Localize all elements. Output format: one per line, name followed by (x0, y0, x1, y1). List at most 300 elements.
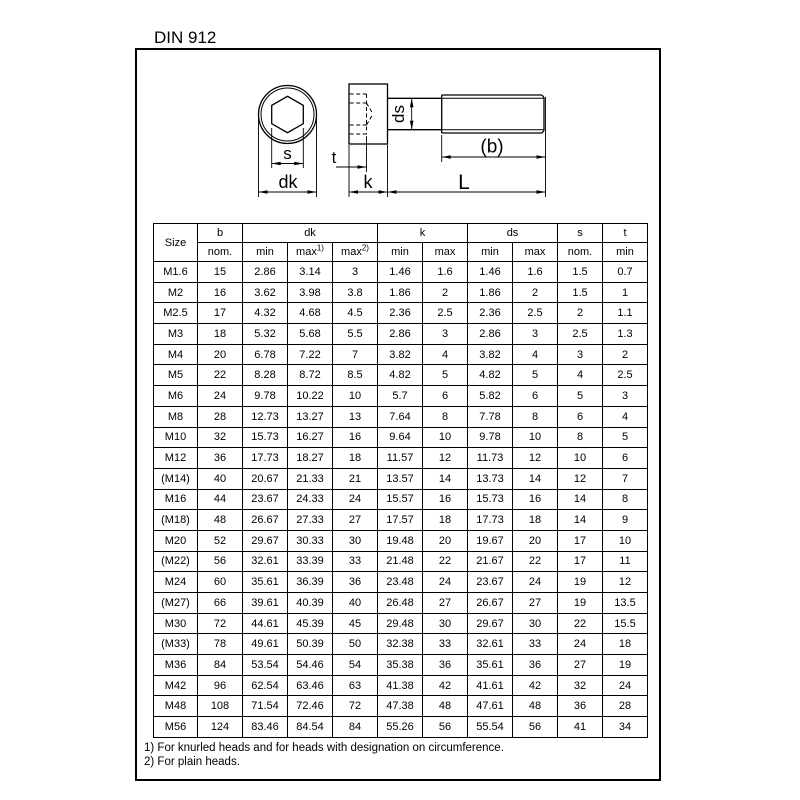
value-cell: 54.46 (288, 655, 333, 676)
header-row-groups (154, 224, 648, 243)
value-cell: 14 (558, 489, 603, 510)
value-cell: 32.61 (468, 634, 513, 655)
value-cell: 3.82 (378, 344, 423, 365)
value-cell: 13.57 (378, 468, 423, 489)
table-row (154, 634, 648, 655)
value-cell: 35.61 (243, 572, 288, 593)
value-cell: 11 (603, 551, 648, 572)
value-cell: 20 (513, 530, 558, 551)
size-cell: M5 (154, 365, 198, 386)
value-cell: 21.33 (288, 468, 333, 489)
col-subheader-dk-max1: $\max^{1)}$ (288, 243, 333, 262)
value-cell: 35.38 (378, 655, 423, 676)
col-subheader-t-min: min (603, 243, 648, 262)
value-cell: 45 (333, 613, 378, 634)
value-cell: 36.39 (288, 572, 333, 593)
value-cell: 18 (333, 448, 378, 469)
value-cell: 18.27 (288, 448, 333, 469)
value-cell: 42 (423, 675, 468, 696)
value-cell: 14 (423, 468, 468, 489)
table-row (154, 675, 648, 696)
value-cell: 56 (513, 717, 558, 738)
size-cell: M48 (154, 696, 198, 717)
dim-label-dk: dk (278, 172, 298, 192)
value-cell: 9 (603, 510, 648, 531)
value-cell: 10.22 (288, 386, 333, 407)
value-cell: 1.86 (378, 282, 423, 303)
value-cell: 20.67 (243, 468, 288, 489)
footnote-marker-1: 1) (316, 243, 324, 253)
table-row (154, 303, 648, 324)
value-cell: 12.73 (243, 406, 288, 427)
value-cell: 72 (198, 613, 243, 634)
screw-thread (442, 95, 544, 133)
value-cell: 2 (558, 303, 603, 324)
value-cell: 36 (333, 572, 378, 593)
value-cell: 27 (513, 593, 558, 614)
value-cell: 41 (558, 717, 603, 738)
value-cell: 26.67 (468, 593, 513, 614)
value-cell: 5 (558, 386, 603, 407)
value-cell: 84 (333, 717, 378, 738)
col-subheader-dk-min: min (243, 243, 288, 262)
value-cell: 2.86 (468, 324, 513, 345)
value-cell: 33 (333, 551, 378, 572)
value-cell: 5 (423, 365, 468, 386)
value-cell: 33 (423, 634, 468, 655)
value-cell: 15.57 (378, 489, 423, 510)
value-cell: 44.61 (243, 613, 288, 634)
size-cell: M12 (154, 448, 198, 469)
value-cell: 14 (558, 510, 603, 531)
value-cell: 7.22 (288, 344, 333, 365)
value-cell: 8 (603, 489, 648, 510)
value-cell: 11.73 (468, 448, 513, 469)
value-cell: 5.68 (288, 324, 333, 345)
value-cell: 29.67 (243, 530, 288, 551)
value-cell: 12 (558, 468, 603, 489)
size-cell: M16 (154, 489, 198, 510)
col-subheader-b-nom: nom. (198, 243, 243, 262)
value-cell: 26.48 (378, 593, 423, 614)
value-cell: 78 (198, 634, 243, 655)
value-cell: 30 (423, 613, 468, 634)
value-cell: 18 (423, 510, 468, 531)
value-cell: 56 (198, 551, 243, 572)
value-cell: 47.38 (378, 696, 423, 717)
value-cell: 2.5 (423, 303, 468, 324)
value-cell: 36 (513, 655, 558, 676)
value-cell: 17.57 (378, 510, 423, 531)
value-cell: 7.64 (378, 406, 423, 427)
value-cell: 18 (198, 324, 243, 345)
table-row (154, 468, 648, 489)
value-cell: 27 (558, 655, 603, 676)
value-cell: 1.46 (378, 262, 423, 283)
header-row-subs (154, 243, 648, 262)
value-cell: 22 (513, 551, 558, 572)
value-cell: 14 (513, 468, 558, 489)
value-cell: 2 (513, 282, 558, 303)
size-cell: M4 (154, 344, 198, 365)
value-cell: 3.62 (243, 282, 288, 303)
value-cell: 84 (198, 655, 243, 676)
value-cell: 20 (423, 530, 468, 551)
value-cell: 1.46 (468, 262, 513, 283)
value-cell: 5 (603, 427, 648, 448)
table-row (154, 593, 648, 614)
screw-thread-root-lines (442, 98, 544, 129)
col-header-ds: ds (468, 224, 558, 243)
screw-side-view (349, 84, 544, 144)
value-cell: 10 (333, 386, 378, 407)
value-cell: 2.5 (513, 303, 558, 324)
dim-label-t: t (331, 148, 337, 167)
value-cell: 66 (198, 593, 243, 614)
size-cell: M6 (154, 386, 198, 407)
value-cell: 13.73 (468, 468, 513, 489)
value-cell: 32 (198, 427, 243, 448)
table-row (154, 344, 648, 365)
table-row (154, 510, 648, 531)
size-cell: (M18) (154, 510, 198, 531)
value-cell: 4.68 (288, 303, 333, 324)
value-cell: 8.28 (243, 365, 288, 386)
dim-label-k: k (363, 172, 373, 192)
value-cell: 33.39 (288, 551, 333, 572)
value-cell: 1.6 (513, 262, 558, 283)
value-cell: 17 (558, 551, 603, 572)
value-cell: 22 (558, 613, 603, 634)
value-cell: 124 (198, 717, 243, 738)
value-cell: 52 (198, 530, 243, 551)
value-cell: 40 (333, 593, 378, 614)
value-cell: 7 (603, 468, 648, 489)
size-cell: M56 (154, 717, 198, 738)
table-row (154, 427, 648, 448)
size-cell: M30 (154, 613, 198, 634)
dimensions-table (153, 223, 648, 738)
value-cell: 3 (333, 262, 378, 283)
value-cell: 47.61 (468, 696, 513, 717)
value-cell: 18 (513, 510, 558, 531)
value-cell: 36 (423, 655, 468, 676)
value-cell: 26.67 (243, 510, 288, 531)
value-cell: 5.7 (378, 386, 423, 407)
value-cell: 11.57 (378, 448, 423, 469)
value-cell: 27.33 (288, 510, 333, 531)
table-row (154, 262, 648, 283)
screw-head (349, 84, 388, 144)
dim-label-s: s (283, 144, 292, 163)
value-cell: 2.86 (243, 262, 288, 283)
value-cell: 4 (603, 406, 648, 427)
value-cell: 4.82 (378, 365, 423, 386)
size-cell: M1.6 (154, 262, 198, 283)
value-cell: 30.33 (288, 530, 333, 551)
value-cell: 36 (558, 696, 603, 717)
table-row (154, 448, 648, 469)
value-cell: 3 (558, 344, 603, 365)
value-cell: 10 (558, 448, 603, 469)
screw-technical-drawing (135, 50, 661, 215)
hex-socket-outline (272, 96, 304, 133)
value-cell: 17 (558, 530, 603, 551)
value-cell: 17.73 (243, 448, 288, 469)
table-row (154, 530, 648, 551)
dim-label-L: L (458, 171, 470, 194)
value-cell: 3 (513, 324, 558, 345)
size-cell: M10 (154, 427, 198, 448)
value-cell: 1.6 (423, 262, 468, 283)
value-cell: 1.3 (603, 324, 648, 345)
value-cell: 19 (558, 593, 603, 614)
head-top-view (259, 86, 317, 144)
value-cell: 24 (198, 386, 243, 407)
value-cell: 12 (513, 448, 558, 469)
head-outline-circle (259, 86, 317, 144)
col-subheader-k-min: min (378, 243, 423, 262)
size-cell: M8 (154, 406, 198, 427)
value-cell: 10 (603, 530, 648, 551)
value-cell: 72 (333, 696, 378, 717)
value-cell: 16 (513, 489, 558, 510)
value-cell: 40 (198, 468, 243, 489)
value-cell: 1 (603, 282, 648, 303)
value-cell: 56 (423, 717, 468, 738)
value-cell: 3 (423, 324, 468, 345)
col-subheader-dk-max2: $\max^{2)}$ (333, 243, 378, 262)
value-cell: 1.5 (558, 282, 603, 303)
value-cell: 6 (558, 406, 603, 427)
value-cell: 6 (513, 386, 558, 407)
value-cell: 4 (558, 365, 603, 386)
value-cell: 19.48 (378, 530, 423, 551)
value-cell: 9.78 (243, 386, 288, 407)
table-row (154, 489, 648, 510)
value-cell: 54 (333, 655, 378, 676)
value-cell: 30 (333, 530, 378, 551)
value-cell: 15.73 (468, 489, 513, 510)
value-cell: 29.48 (378, 613, 423, 634)
value-cell: 39.61 (243, 593, 288, 614)
value-cell: 4.32 (243, 303, 288, 324)
value-cell: 2.36 (468, 303, 513, 324)
size-cell: M36 (154, 655, 198, 676)
col-header-s: s (558, 224, 603, 243)
value-cell: 3 (603, 386, 648, 407)
value-cell: 12 (603, 572, 648, 593)
value-cell: 53.54 (243, 655, 288, 676)
table-row (154, 717, 648, 738)
value-cell: 63 (333, 675, 378, 696)
value-cell: 40.39 (288, 593, 333, 614)
footnote-2: 2) For plain heads. (144, 756, 240, 768)
value-cell: 84.54 (288, 717, 333, 738)
col-subheader-ds-max: max (513, 243, 558, 262)
table-row (154, 613, 648, 634)
value-cell: 35.61 (468, 655, 513, 676)
value-cell: 24 (603, 675, 648, 696)
value-cell: 20 (198, 344, 243, 365)
footnotes (144, 741, 504, 769)
value-cell: 9.78 (468, 427, 513, 448)
value-cell: 24 (423, 572, 468, 593)
value-cell: 27 (423, 593, 468, 614)
value-cell: 7.78 (468, 406, 513, 427)
value-cell: 15.73 (243, 427, 288, 448)
value-cell: 6 (603, 448, 648, 469)
col-header-k: k (378, 224, 468, 243)
size-cell: M42 (154, 675, 198, 696)
value-cell: 24 (558, 634, 603, 655)
value-cell: 16 (423, 489, 468, 510)
value-cell: 5.32 (243, 324, 288, 345)
value-cell: 62.54 (243, 675, 288, 696)
col-subheader-s-nom: nom. (558, 243, 603, 262)
value-cell: 36 (198, 448, 243, 469)
value-cell: 17 (198, 303, 243, 324)
value-cell: 19.67 (468, 530, 513, 551)
value-cell: 29.67 (468, 613, 513, 634)
value-cell: 8 (513, 406, 558, 427)
table-row (154, 282, 648, 303)
value-cell: 24.33 (288, 489, 333, 510)
value-cell: 8 (423, 406, 468, 427)
value-cell: 27 (333, 510, 378, 531)
col-subheader-ds-min: min (468, 243, 513, 262)
value-cell: 50 (333, 634, 378, 655)
value-cell: 4 (513, 344, 558, 365)
hidden-socket-lines (350, 94, 373, 134)
size-cell: (M22) (154, 551, 198, 572)
table-row (154, 324, 648, 345)
value-cell: 55.54 (468, 717, 513, 738)
table-row (154, 386, 648, 407)
value-cell: 2.86 (378, 324, 423, 345)
value-cell: 28 (603, 696, 648, 717)
value-cell: 96 (198, 675, 243, 696)
value-cell: 22 (198, 365, 243, 386)
value-cell: 108 (198, 696, 243, 717)
value-cell: 8 (558, 427, 603, 448)
table-row (154, 696, 648, 717)
value-cell: 23.67 (243, 489, 288, 510)
value-cell: 19 (558, 572, 603, 593)
value-cell: 4.5 (333, 303, 378, 324)
value-cell: 16 (198, 282, 243, 303)
size-cell: (M27) (154, 593, 198, 614)
table-row (154, 551, 648, 572)
value-cell: 48 (423, 696, 468, 717)
value-cell: 49.61 (243, 634, 288, 655)
value-cell: 23.48 (378, 572, 423, 593)
value-cell: 3.14 (288, 262, 333, 283)
value-cell: 32.38 (378, 634, 423, 655)
value-cell: 21.67 (468, 551, 513, 572)
value-cell: 83.46 (243, 717, 288, 738)
value-cell: 2.5 (558, 324, 603, 345)
value-cell: 13 (333, 406, 378, 427)
size-cell: M2 (154, 282, 198, 303)
value-cell: 1.5 (558, 262, 603, 283)
value-cell: 15 (198, 262, 243, 283)
table-row (154, 406, 648, 427)
value-cell: 19 (603, 655, 648, 676)
value-cell: 5.82 (468, 386, 513, 407)
value-cell: 34 (603, 717, 648, 738)
col-header-b: b (198, 224, 243, 243)
value-cell: 41.38 (378, 675, 423, 696)
dimensions-table-body (154, 262, 648, 738)
value-cell: 7 (333, 344, 378, 365)
value-cell: 2 (603, 344, 648, 365)
dim-label-b: (b) (480, 136, 504, 158)
value-cell: 71.54 (243, 696, 288, 717)
value-cell: 13.27 (288, 406, 333, 427)
col-header-size: Size (154, 224, 198, 262)
col-header-dk: dk (243, 224, 378, 243)
value-cell: 44 (198, 489, 243, 510)
col-header-t: t (603, 224, 648, 243)
value-cell: 48 (513, 696, 558, 717)
value-cell: 5 (513, 365, 558, 386)
value-cell: 10 (513, 427, 558, 448)
footnote-marker-2: 2) (361, 243, 369, 253)
value-cell: 10 (423, 427, 468, 448)
size-cell: M20 (154, 530, 198, 551)
value-cell: 6 (423, 386, 468, 407)
table-row (154, 365, 648, 386)
table-row (154, 572, 648, 593)
value-cell: 63.46 (288, 675, 333, 696)
value-cell: 24 (513, 572, 558, 593)
value-cell: 32.61 (243, 551, 288, 572)
value-cell: 15.5 (603, 613, 648, 634)
value-cell: 23.67 (468, 572, 513, 593)
value-cell: 1.86 (468, 282, 513, 303)
value-cell: 28 (198, 406, 243, 427)
value-cell: 4.82 (468, 365, 513, 386)
size-cell: M24 (154, 572, 198, 593)
value-cell: 42 (513, 675, 558, 696)
value-cell: 2.5 (603, 365, 648, 386)
value-cell: 3.8 (333, 282, 378, 303)
value-cell: 41.61 (468, 675, 513, 696)
dim-label-ds: ds (389, 105, 408, 123)
value-cell: 17.73 (468, 510, 513, 531)
value-cell: 13.5 (603, 593, 648, 614)
value-cell: 45.39 (288, 613, 333, 634)
page-title: DIN 912 (154, 28, 217, 47)
value-cell: 32 (558, 675, 603, 696)
value-cell: 60 (198, 572, 243, 593)
value-cell: 8.72 (288, 365, 333, 386)
value-cell: 2.36 (378, 303, 423, 324)
table-row (154, 655, 648, 676)
value-cell: 16 (333, 427, 378, 448)
value-cell: 50.39 (288, 634, 333, 655)
value-cell: 16.27 (288, 427, 333, 448)
value-cell: 3.82 (468, 344, 513, 365)
value-cell: 8.5 (333, 365, 378, 386)
footnote-1: 1) For knurled heads and for heads with designation on circumference. (144, 742, 504, 754)
value-cell: 12 (423, 448, 468, 469)
value-cell: 21.48 (378, 551, 423, 572)
value-cell: 3.98 (288, 282, 333, 303)
value-cell: 21 (333, 468, 378, 489)
value-cell: 48 (198, 510, 243, 531)
